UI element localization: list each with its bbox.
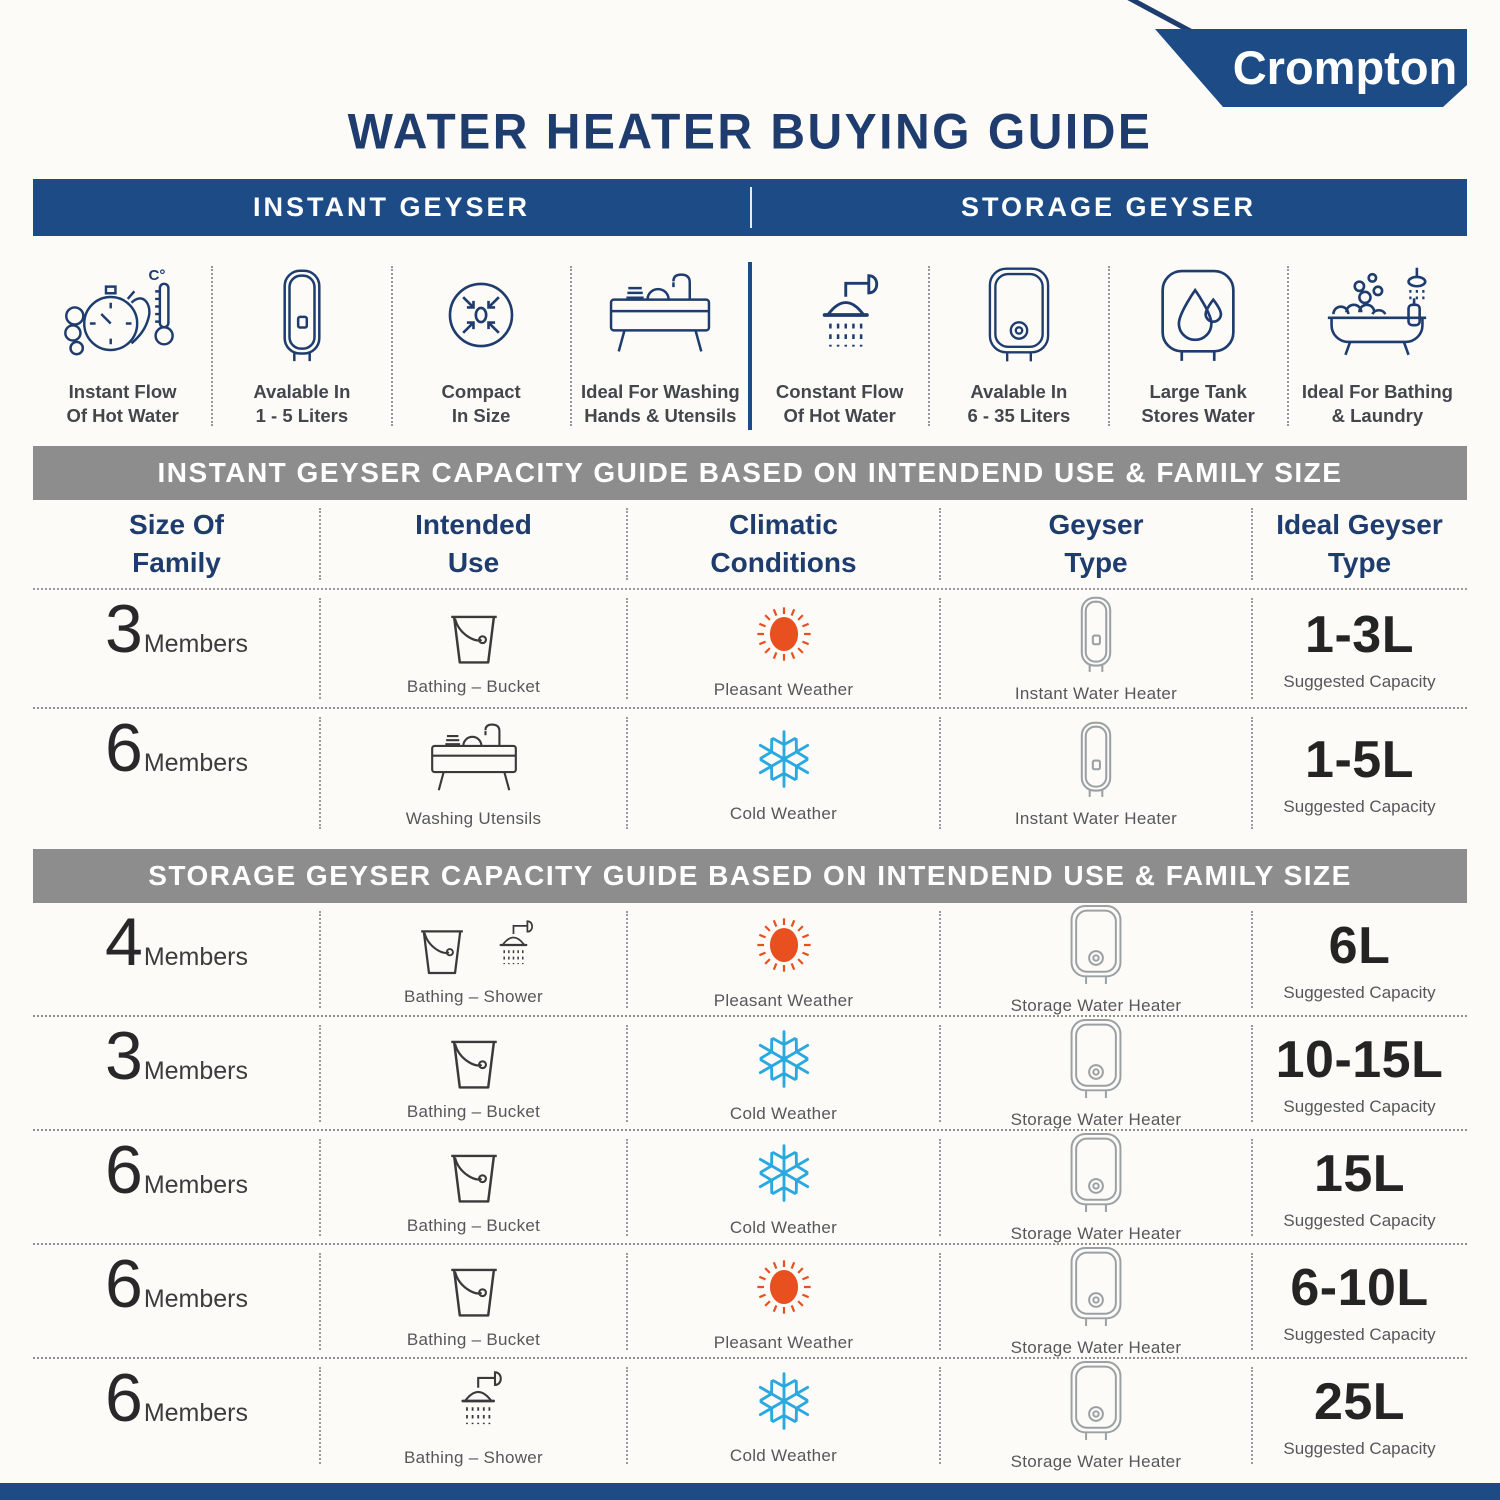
feature-compact: Compact In Size <box>392 262 571 434</box>
sink-utensils-icon <box>420 718 528 800</box>
family-size: 6 Members <box>104 1360 248 1436</box>
intended-use: Bathing – Bucket <box>320 1131 627 1244</box>
feature-available-1-5: Avalable In 1 - 5 Liters <box>212 262 391 434</box>
storage-capacity-heading: STORAGE GEYSER CAPACITY GUIDE BASED ON INTENDEND USE & FAMILY SIZE <box>33 849 1467 903</box>
suggested-capacity: 6-10L Suggested Capacity <box>1252 1245 1467 1358</box>
geyser-type: Storage Water Heater <box>940 1131 1252 1244</box>
climatic-condition: Pleasant Weather <box>627 590 940 707</box>
intended-use: Bathing – Bucket <box>320 590 627 707</box>
feature-group-divider <box>748 262 752 430</box>
compact-arrows-icon <box>434 262 528 368</box>
family-size: 6 Members <box>104 1246 248 1322</box>
instant-water-heater-icon <box>1071 593 1121 675</box>
bathtub-icon <box>1315 262 1439 368</box>
feature-instant-flow: Instant Flow Of Hot Water <box>33 262 212 434</box>
storage-water-heater-icon <box>1065 1131 1127 1215</box>
feature-caption: Instant Flow <box>68 381 177 402</box>
bucket-shower-icon <box>409 912 539 978</box>
table-row <box>33 590 1467 709</box>
suggested-capacity: 15L Suggested Capacity <box>1252 1131 1467 1244</box>
footer-bar <box>0 1483 1500 1500</box>
feature-bathing-laundry: Ideal For Bathing & Laundry <box>1288 262 1467 434</box>
suggested-capacity: 10-15L Suggested Capacity <box>1252 1017 1467 1130</box>
geyser-type: Storage Water Heater <box>940 1017 1252 1130</box>
climatic-condition: Cold Weather <box>627 1131 940 1244</box>
col-size-of-family: Size Of Family <box>129 509 224 578</box>
climatic-condition: Cold Weather <box>627 709 940 837</box>
feature-available-6-35: Avalable In 6 - 35 Liters <box>929 262 1108 434</box>
intended-use: Washing Utensils <box>320 709 627 837</box>
stopwatch-thermometer-icon <box>59 262 187 368</box>
table-row <box>33 903 1467 1017</box>
instant-table <box>33 590 1467 837</box>
storage-water-heater-icon <box>1065 903 1127 987</box>
category-bar <box>33 179 1467 236</box>
climatic-condition: Cold Weather <box>627 1359 940 1472</box>
suggested-capacity: 6L Suggested Capacity <box>1252 903 1467 1016</box>
geyser-type: Storage Water Heater <box>940 903 1252 1016</box>
feature-caption: Avalable In <box>253 381 351 402</box>
geyser-type: Instant Water Heater <box>940 590 1252 707</box>
bucket-icon <box>438 600 510 668</box>
instant-capacity-heading: INSTANT GEYSER CAPACITY GUIDE BASED ON INTENDEND USE & FAMILY SIZE <box>33 446 1467 500</box>
table-row <box>33 1359 1467 1471</box>
snowflake-icon <box>748 1023 820 1095</box>
intended-use: Bathing – Shower <box>320 903 627 1016</box>
instant-water-heater-icon <box>1071 718 1121 800</box>
family-size: 6 Members <box>104 710 248 786</box>
storage-geyser-heading: STORAGE GEYSER <box>960 192 1257 222</box>
feature-caption: Constant Flow <box>775 381 904 402</box>
storage-water-heater-icon <box>1065 1017 1127 1101</box>
instant-geyser-heading: INSTANT GEYSER <box>252 192 531 222</box>
suggested-capacity: 1-3L Suggested Capacity <box>1252 590 1467 707</box>
geyser-type: Storage Water Heater <box>940 1245 1252 1358</box>
page-title: WATER HEATER BUYING GUIDE <box>347 105 1153 161</box>
climatic-condition: Pleasant Weather <box>627 1245 940 1358</box>
storage-water-heater-icon <box>1065 1245 1127 1329</box>
snowflake-icon <box>748 1137 820 1209</box>
crompton-logo-text: Crompton <box>1232 41 1458 94</box>
family-size: 3 Members <box>104 591 248 667</box>
geyser-type: Storage Water Heater <box>940 1359 1252 1472</box>
storage-water-heater-icon <box>1065 1359 1127 1443</box>
family-size: 3 Members <box>104 1018 248 1094</box>
col-ideal-geyser-type: Ideal Geyser Type <box>1252 500 1467 588</box>
instant-geyser-icon <box>273 262 331 368</box>
table-row <box>33 709 1467 837</box>
bucket-icon <box>438 1253 510 1321</box>
bucket-icon <box>438 1139 510 1207</box>
feature-washing: Ideal For Washing Hands & Utensils <box>571 262 750 434</box>
family-size: 4 Members <box>104 904 248 980</box>
table-row <box>33 1017 1467 1131</box>
feature-caption: Ideal For Washing <box>581 381 740 402</box>
feature-large-tank: Large Tank Stores Water <box>1109 262 1288 434</box>
shower-icon <box>439 1363 509 1439</box>
storage-table <box>33 903 1467 1471</box>
col-geyser-type: Geyser Type <box>940 500 1252 588</box>
storage-geyser-icon <box>981 262 1057 368</box>
climatic-condition: Cold Weather <box>627 1017 940 1130</box>
tank-droplet-icon <box>1155 262 1241 368</box>
feature-caption: Ideal For Bathing <box>1301 381 1453 402</box>
shower-head-icon <box>792 262 888 368</box>
feature-caption: Large Tank <box>1149 381 1247 402</box>
snowflake-icon <box>748 723 820 795</box>
family-size: 6 Members <box>104 1132 248 1208</box>
sun-icon <box>747 597 821 671</box>
snowflake-icon <box>748 1365 820 1437</box>
feature-caption: Avalable In <box>970 381 1068 402</box>
suggested-capacity: 1-5L Suggested Capacity <box>1252 709 1467 837</box>
table-header-row <box>33 500 1467 590</box>
table-row <box>33 1245 1467 1359</box>
intended-use: Bathing – Bucket <box>320 1245 627 1358</box>
table-row <box>33 1131 1467 1245</box>
feature-constant-flow: Constant Flow Of Hot Water <box>750 262 929 434</box>
climatic-condition: Pleasant Weather <box>627 903 940 1016</box>
geyser-type: Instant Water Heater <box>940 709 1252 837</box>
sun-icon <box>747 908 821 982</box>
intended-use: Bathing – Shower <box>320 1359 627 1472</box>
feature-caption: Compact <box>441 381 521 402</box>
suggested-capacity: 25L Suggested Capacity <box>1252 1359 1467 1472</box>
intended-use: Bathing – Bucket <box>320 1017 627 1130</box>
category-divider <box>750 187 752 228</box>
sink-utensils-icon <box>597 262 723 368</box>
bucket-icon <box>438 1025 510 1093</box>
feature-row <box>33 262 1467 434</box>
col-climatic-conditions: Climatic Conditions <box>627 500 940 588</box>
col-intended-use: Intended Use <box>320 500 627 588</box>
sun-icon <box>747 1250 821 1324</box>
